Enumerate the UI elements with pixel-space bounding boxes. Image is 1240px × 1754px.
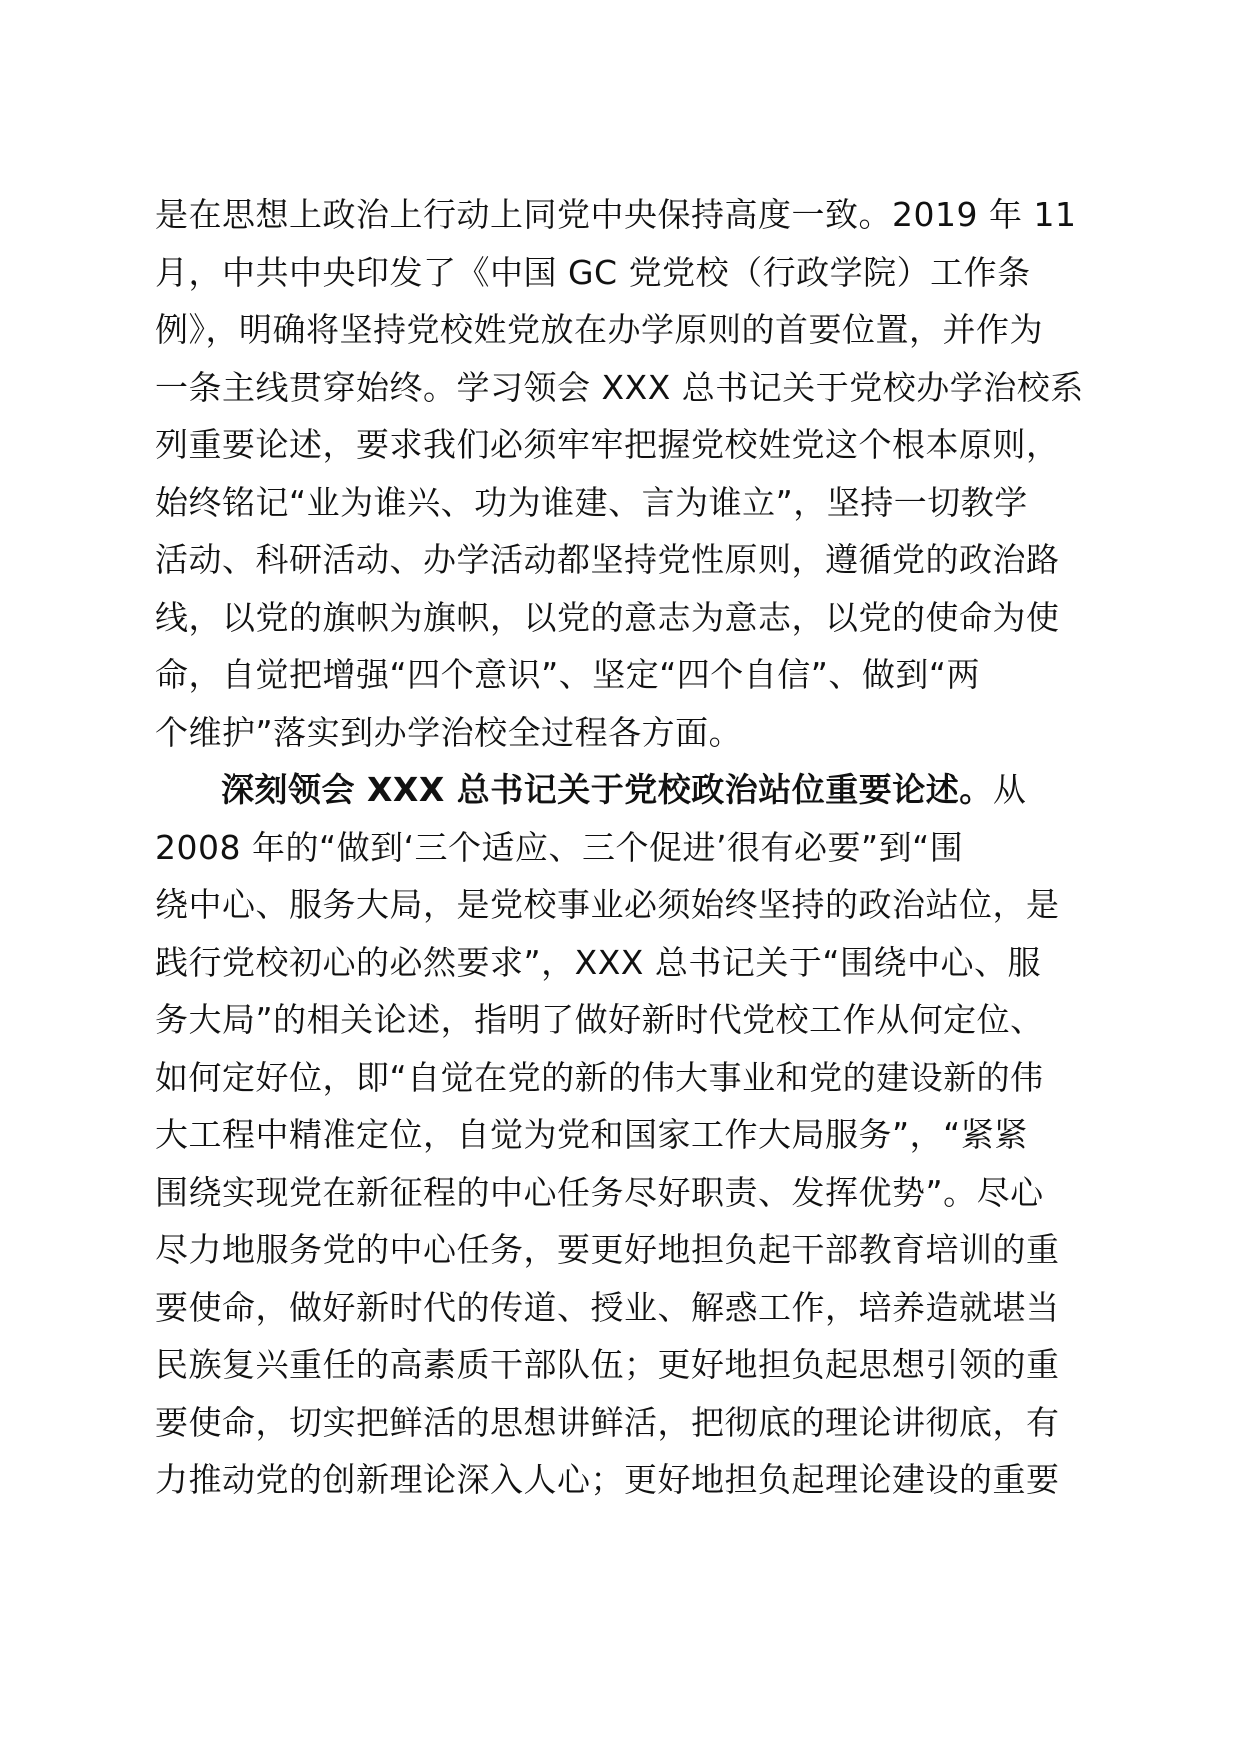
paragraph-2-line-9: 尽力地服务党的中心任务，要更好地担负起干部教育培训的重 (155, 1230, 1060, 1269)
paragraph-2-line-13: 力推动党的创新理论深入人心；更好地担负起理论建设的重要 (155, 1460, 1060, 1499)
paragraph-2-line-10: 要使命，做好新时代的传道、授业、解惑工作，培养造就堪当 (155, 1287, 1060, 1327)
paragraph-1-line-3: 例》，明确将坚持党校姓党放在办学原则的首要位置，并作为 (155, 310, 1043, 349)
paragraph-1-line-1: 是在思想上政治上行动上同党中央保持高度一致。2019 年 11 (155, 195, 1077, 234)
paragraph-2-line-5: 务大局”的相关论述，指明了做好新时代党校工作从何定位、 (155, 1000, 1044, 1039)
paragraph-2-line-8: 围绕实现党在新征程的中心任务尽好职责、发挥优势”。尽心 (155, 1172, 1044, 1212)
paragraph-2-line-1-rest: 从 (992, 770, 1027, 809)
body-text (155, 186, 1085, 1509)
paragraph-2-line-6: 如何定好位，即“自觉在党的新的伟大事业和党的建设新的伟 (155, 1057, 1044, 1097)
paragraph-2-line-3: 绕中心、服务大局，是党校事业必须始终坚持的政治站位，是 (155, 885, 1060, 924)
paragraph-2-line-12: 要使命，切实把鲜活的思想讲鲜活，把彻底的理论讲彻底，有 (155, 1402, 1060, 1442)
paragraph-2-first-line (155, 761, 1085, 819)
paragraph-1-line-9: 命，自觉把增强“四个意识”、坚定“四个自信”、做到“两 (155, 655, 980, 694)
paragraph-2-line-4: 践行党校初心的必然要求”，XXX 总书记关于“围绕中心、服 (155, 942, 1042, 982)
paragraph-1-line-6: 始终铭记“业为谁兴、功为谁建、言为谁立”，坚持一切教学 (155, 482, 1028, 522)
paragraph-1-line-5: 列重要论述，要求我们必须牢牢把握党校姓党这个根本原则， (155, 425, 1060, 464)
section-heading: 深刻领会 XXX 总书记关于党校政治站位重要论述。 (221, 770, 993, 809)
paragraph-1-line-2: 月，中共中央印发了《中国 GC 党党校（行政学院）工作条 (155, 252, 1031, 292)
paragraph-2-line-7: 大工程中精准定位，自觉为党和国家工作大局服务”，“紧紧 (155, 1115, 1028, 1154)
paragraph-1-line-8: 线，以党的旗帜为旗帜，以党的意志为意志，以党的使命为使 (155, 597, 1060, 637)
paragraph-2-line-11: 民族复兴重任的高素质干部队伍；更好地担负起思想引领的重 (155, 1345, 1060, 1384)
paragraph-1-line-10: 个维护”落实到办学治校全过程各方面。 (155, 712, 743, 752)
paragraph-1-line-4: 一条主线贯穿始终。学习领会 XXX 总书记关于党校办学治校系 (155, 367, 1084, 407)
paragraph-1-line-7: 活动、科研活动、办学活动都坚持党性原则，遵循党的政治路 (155, 540, 1060, 579)
paragraph-2-line-2: 2008 年的“做到‘三个适应、三个促进’很有必要”到“围 (155, 827, 964, 867)
